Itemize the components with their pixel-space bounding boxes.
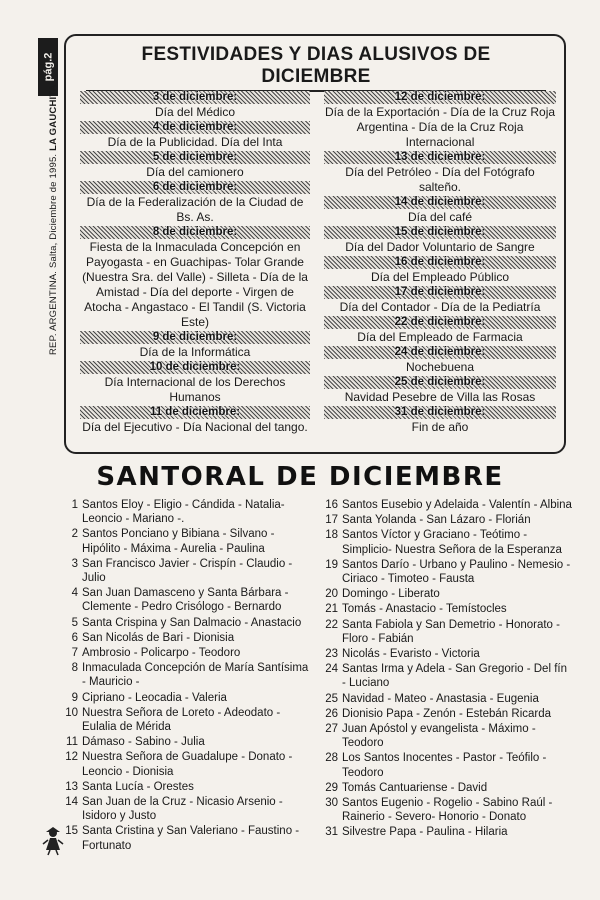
santoral-list-item xyxy=(58,498,312,526)
festivity-date: 17 de diciembre: xyxy=(324,286,556,299)
santoral-day-number: 27 xyxy=(325,723,338,736)
festivity-description: Nochebuena xyxy=(405,360,475,374)
santoral-day-number: 22 xyxy=(325,618,338,631)
santoral-saint-names: Santa Cristina y San Valeriano - Faustino - Fortunato xyxy=(82,825,300,852)
festivities-right-column xyxy=(324,91,556,436)
festivity-date: 9 de diciembre: xyxy=(80,331,310,344)
santoral-left-column xyxy=(58,498,312,854)
festivity-description: Día de la Publicidad. Día del Inta xyxy=(107,135,283,149)
festivity-date: 8 de diciembre: xyxy=(80,226,310,239)
santoral-saint-names: San Juan Damasceno y Santa Bárbara - Clemente - Pedro Crisólogo - Bernardo xyxy=(82,587,289,614)
santoral-list-item xyxy=(318,528,574,556)
gauchita-mascot-icon xyxy=(42,826,64,856)
santoral-list-item xyxy=(58,646,312,660)
santoral-saint-names: Santa Lucía - Orestes xyxy=(82,780,194,793)
santoral-list-item xyxy=(318,618,574,646)
santoral-saint-names: Dionisio Papa - Zenón - Estebán Ricarda xyxy=(342,707,552,720)
santoral-day-number: 20 xyxy=(325,588,338,601)
santoral-day-number: 17 xyxy=(325,514,338,527)
publication-name: LA GAUCHITA xyxy=(48,84,59,151)
santoral-day-number: 7 xyxy=(71,647,78,660)
festivity-description: Día del café xyxy=(407,210,473,224)
festivity-description: Día Internacional de los Derechos Humanos xyxy=(104,375,286,404)
santoral-day-number: 5 xyxy=(71,616,78,629)
santoral-day-number: 12 xyxy=(65,751,78,764)
festivity-description: Día del Contador - Día de la Pediatría xyxy=(339,300,541,314)
festivity-description: Día del Empleado Público xyxy=(370,270,510,284)
santoral-day-number: 29 xyxy=(325,781,338,794)
santoral-list-item xyxy=(318,796,574,824)
santoral-day-number: 11 xyxy=(66,736,78,749)
festivity-date: 25 de diciembre: xyxy=(324,376,556,389)
festivity-description: Día del Dador Voluntario de Sangre xyxy=(345,240,535,254)
santoral-saint-names: Santa Crispina y San Dalmacio - Anastacio xyxy=(82,616,302,629)
santoral-day-number: 24 xyxy=(325,663,338,676)
festivity-entry xyxy=(80,151,310,181)
festivity-description: Fin de año xyxy=(411,420,469,434)
santoral-saint-names: Santos Víctor y Graciano - Teótimo - Simplicio- Nuestra Señora de la Esperanza xyxy=(342,529,562,556)
santoral-list-item xyxy=(58,527,312,555)
santoral-saint-names: Cipriano - Leocadia - Valeria xyxy=(82,691,227,704)
santoral-right-column xyxy=(318,498,574,841)
festivity-date: 12 de diciembre: xyxy=(324,91,556,104)
santoral-list-item xyxy=(318,513,574,527)
festivity-entry xyxy=(80,121,310,151)
santoral-saint-names: Nuestra Señora de Loreto - Adeodato - Eulalia de Mérida xyxy=(82,706,281,734)
santoral-saint-names: Domingo - Liberato xyxy=(342,588,440,601)
festivity-date: 14 de diciembre: xyxy=(324,196,556,209)
santoral-day-number: 23 xyxy=(325,648,338,661)
santoral-list-item xyxy=(58,706,312,734)
santoral-saint-names: San Nicolás de Bari - Dionisia xyxy=(82,631,235,644)
santoral-list-item xyxy=(58,824,312,852)
santoral-list-item xyxy=(318,498,574,512)
publication-caption xyxy=(48,84,59,355)
caption-text: REP. ARGENTINA. Salta, Diciembre de 1995. xyxy=(48,150,59,355)
santoral-list-item xyxy=(58,616,312,630)
santoral-saint-names: Juan Apóstol y evangelista - Máximo - Teodoro xyxy=(342,723,536,750)
festivity-entry xyxy=(80,406,310,436)
festivity-description: Día del Petróleo - Día del Fotógrafo salteño. xyxy=(345,165,535,194)
santoral-list-item xyxy=(318,587,574,601)
festivity-description: Día de la Informática xyxy=(139,345,251,359)
santoral-list-item xyxy=(58,750,312,778)
festivity-entry xyxy=(324,346,556,376)
santoral-day-number: 26 xyxy=(325,707,338,720)
festivity-date: 4 de diciembre: xyxy=(80,121,310,134)
santoral-list-item xyxy=(318,647,574,661)
festivity-entry xyxy=(324,256,556,286)
festivity-date: 5 de diciembre: xyxy=(80,151,310,164)
festivities-box xyxy=(64,34,566,454)
santoral-saint-names: Nicolás - Evaristo - Victoria xyxy=(342,648,480,661)
santoral-list-item xyxy=(58,780,312,794)
santoral-list-item xyxy=(318,558,574,586)
santoral-list-item xyxy=(318,707,574,721)
festivity-date: 15 de diciembre: xyxy=(324,226,556,239)
santoral-list-item xyxy=(58,557,312,585)
santoral-day-number: 6 xyxy=(71,631,78,644)
santoral-saint-names: Nuestra Señora de Guadalupe - Donato - Leoncio - Dionisia xyxy=(82,751,293,778)
santoral-list-item xyxy=(58,795,312,823)
santoral-saint-names: Tomás Cantuariense - David xyxy=(342,781,488,794)
festivity-date: 13 de diciembre: xyxy=(324,151,556,164)
page-number: pág.2 xyxy=(42,52,55,82)
festivity-entry xyxy=(80,361,310,406)
santoral-list-item xyxy=(318,751,574,779)
festivity-entry xyxy=(80,331,310,361)
santoral-saint-names: Tomás - Anastacio - Temístocles xyxy=(342,603,507,616)
santoral-day-number: 30 xyxy=(325,797,338,810)
festivity-date: 3 de diciembre: xyxy=(80,91,310,104)
santoral-day-number: 15 xyxy=(65,825,78,838)
santoral-day-number: 16 xyxy=(325,499,338,511)
santoral-saint-names: Silvestre Papa - Paulina - Hilaria xyxy=(342,826,508,839)
festivity-entry xyxy=(324,226,556,256)
santoral-day-number: 1 xyxy=(71,499,78,511)
santoral-day-number: 28 xyxy=(325,752,338,765)
festivities-left-column xyxy=(80,91,310,436)
santoral-day-number: 4 xyxy=(71,587,78,600)
santoral-saint-names: Santos Darío - Urbano y Paulino - Nemesio - Ciriaco - Timoteo - Fausta xyxy=(342,558,571,586)
santoral-day-number: 8 xyxy=(71,662,78,675)
santoral-list-item xyxy=(318,662,574,690)
festivity-entry xyxy=(80,91,310,121)
santoral-saint-names: Santos Eugenio - Rogelio - Sabino Raúl - Rainerio - Severo- Honorio - Donato xyxy=(342,797,553,824)
festivity-description: Día de la Exportación - Día de la Cruz Roja Argentina - Día de la Cruz Roja Internacional xyxy=(324,105,556,149)
santoral-list-item xyxy=(58,661,312,689)
santoral-saint-names: Dámaso - Sabino - Julia xyxy=(82,736,205,749)
santoral-list-item xyxy=(318,602,574,616)
santoral-list-item xyxy=(318,825,574,839)
santoral-saint-names: Santa Yolanda - San Lázaro - Florián xyxy=(342,514,531,527)
festivity-description: Fiesta de la Inmaculada Concepción en Payogasta - en Guachipas- Tolar Grande (Nuestra Sra. del Valle) - Silleta - Día de la Amistad - Día del deporte - Virgen de Atocha - Angastaco - El Tandil (S. Victoria Este) xyxy=(82,240,308,329)
santoral-day-number: 18 xyxy=(325,529,338,542)
santoral-saint-names: Santas Irma y Adela - San Gregorio - Del fín - Luciano xyxy=(342,663,567,690)
festivity-date: 10 de diciembre: xyxy=(80,361,310,374)
santoral-day-number: 14 xyxy=(65,796,78,809)
santoral-saint-names: San Francisco Javier - Crispín - Claudio - Julio xyxy=(82,557,293,585)
santoral-day-number: 25 xyxy=(325,692,338,705)
santoral-day-number: 2 xyxy=(71,528,78,541)
santoral-saint-names: San Juan de la Cruz - Nicasio Arsenio - Isidoro y Justo xyxy=(82,796,283,823)
festivity-description: Navidad Pesebre de Villa las Rosas xyxy=(344,390,536,404)
festivity-date: 11 de diciembre: xyxy=(80,406,310,419)
santoral-saint-names: Inmaculada Concepción de María Santísima - Mauricio - xyxy=(82,662,309,689)
santoral-saint-names: Navidad - Mateo - Anastasia - Eugenia xyxy=(342,692,539,705)
festivity-date: 31 de diciembre: xyxy=(324,406,556,419)
santoral-saint-names: Ambrosio - Policarpo - Teodoro xyxy=(82,647,241,660)
santoral-saint-names: Santos Eusebio y Adelaida - Valentín - Albina xyxy=(342,499,572,511)
santoral-saint-names: Santos Eloy - Eligio - Cándida - Natalia- Leoncio - Mariano -. xyxy=(82,499,285,526)
festivity-entry xyxy=(324,406,556,436)
santoral-saint-names: Santos Ponciano y Bibiana - Silvano - Hipólito - Máxima - Aurelia - Paulina xyxy=(82,528,275,555)
festivity-entry xyxy=(80,226,310,331)
santoral-day-number: 19 xyxy=(325,558,338,571)
festivity-entry xyxy=(324,91,556,151)
santoral-day-number: 9 xyxy=(71,691,78,704)
santoral-title: SANTORAL DE DICIEMBRE xyxy=(96,462,504,492)
festivity-description: Día del Ejecutivo - Día Nacional del tango. xyxy=(82,420,308,434)
santoral-list-item xyxy=(318,692,574,706)
santoral-list-item xyxy=(58,691,312,705)
santoral-list-item xyxy=(58,631,312,645)
festivities-title: FESTIVIDADES Y DIAS ALUSIVOS DE DICIEMBRE xyxy=(86,44,546,92)
festivity-entry xyxy=(324,316,556,346)
festivity-date: 6 de diciembre: xyxy=(80,181,310,194)
festivity-entry xyxy=(324,376,556,406)
festivity-date: 22 de diciembre: xyxy=(324,316,556,329)
santoral-saint-names: Los Santos Inocentes - Pastor - Teófilo - Teodoro xyxy=(342,752,547,779)
santoral-day-number: 13 xyxy=(65,780,78,793)
santoral-list-item xyxy=(58,586,312,614)
festivity-entry xyxy=(324,196,556,226)
festivity-description: Día del Empleado de Farmacia xyxy=(357,330,523,344)
santoral-day-number: 21 xyxy=(325,603,338,616)
festivity-entry xyxy=(80,181,310,226)
festivity-date: 24 de diciembre: xyxy=(324,346,556,359)
santoral-list-item xyxy=(58,735,312,749)
santoral-list-item xyxy=(318,781,574,795)
santoral-day-number: 3 xyxy=(71,557,78,570)
festivity-description: Día de la Federalización de la Ciudad de Bs. As. xyxy=(86,195,304,224)
festivity-date: 16 de diciembre: xyxy=(324,256,556,269)
festivity-description: Día del camionero xyxy=(146,165,244,179)
festivity-entry xyxy=(324,151,556,196)
festivity-entry xyxy=(324,286,556,316)
santoral-saint-names: Santa Fabiola y San Demetrio - Honorato - Floro - Fabián xyxy=(342,618,560,645)
santoral-list-item xyxy=(318,722,574,750)
santoral-day-number: 31 xyxy=(325,826,338,839)
festivity-description: Día del Médico xyxy=(154,105,236,119)
santoral-day-number: 10 xyxy=(65,706,78,719)
